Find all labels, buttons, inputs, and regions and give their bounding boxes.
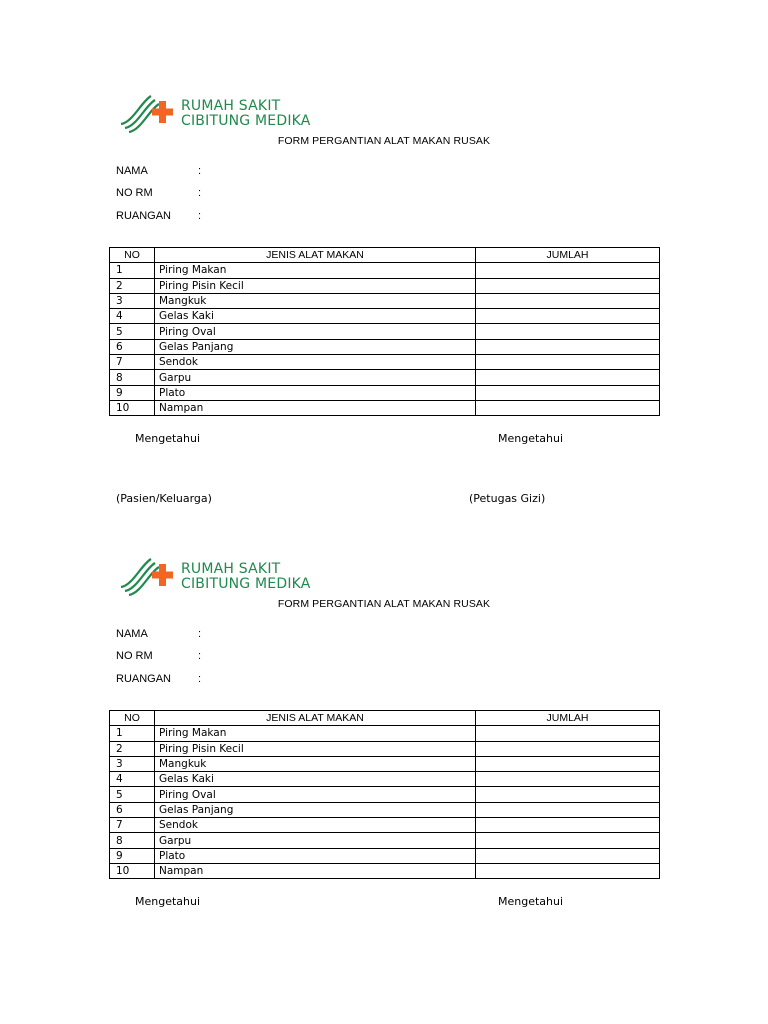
hospital-logo-icon (119, 92, 179, 134)
row-jumlah (476, 833, 660, 848)
table-row (110, 833, 660, 848)
table-row (110, 787, 660, 802)
row-no: 3 (110, 293, 155, 308)
form-pergantian-1 (0, 0, 768, 505)
row-item: Nampan (155, 400, 476, 415)
row-no: 1 (110, 263, 155, 278)
form-pergantian-2 (0, 463, 768, 933)
signature-name-nutrition-officer: (Petugas Gizi) (469, 492, 546, 505)
table-row (110, 818, 660, 833)
row-jumlah (476, 385, 660, 400)
row-item: Mangkuk (155, 293, 476, 308)
table-row (110, 802, 660, 817)
signature-name-patient: (Pasien/Keluarga) (116, 492, 212, 505)
header-no: NO (110, 711, 155, 726)
field-nama-colon: : (198, 628, 202, 640)
row-jumlah (476, 863, 660, 878)
row-no: 2 (110, 278, 155, 293)
row-no: 8 (110, 370, 155, 385)
row-no: 5 (110, 787, 155, 802)
row-no: 5 (110, 324, 155, 339)
table-header-row (110, 711, 660, 726)
row-jumlah (476, 756, 660, 771)
row-jumlah (476, 339, 660, 354)
field-nama-colon: : (198, 165, 202, 177)
table-row (110, 772, 660, 787)
hospital-logo (119, 92, 319, 134)
header-jenis-alat-makan: JENIS ALAT MAKAN (155, 711, 476, 726)
row-item: Gelas Kaki (155, 772, 476, 787)
row-jumlah (476, 309, 660, 324)
form-title: FORM PERGANTIAN ALAT MAKAN RUSAK (277, 598, 491, 610)
table-row (110, 278, 660, 293)
row-jumlah (476, 848, 660, 863)
field-no-rm-label: NO RM (116, 187, 153, 199)
table-row (110, 339, 660, 354)
field-nama-label: NAMA (116, 628, 148, 640)
row-no: 4 (110, 309, 155, 324)
field-ruangan-label: RUANGAN (116, 673, 172, 685)
field-ruangan-colon: : (198, 673, 202, 685)
row-no: 9 (110, 385, 155, 400)
row-item: Nampan (155, 863, 476, 878)
table-header-row (110, 248, 660, 263)
signature-label-right: Mengetahui (498, 432, 564, 445)
row-item: Piring Pisin Kecil (155, 278, 476, 293)
row-item: Sendok (155, 355, 476, 370)
row-jumlah (476, 355, 660, 370)
header-jumlah: JUMLAH (476, 248, 660, 263)
table-row (110, 726, 660, 741)
row-no: 8 (110, 833, 155, 848)
row-item: Sendok (155, 818, 476, 833)
field-ruangan-label: RUANGAN (116, 210, 172, 222)
table-row (110, 293, 660, 308)
logo-line-2: CIBITUNG MEDIKA (181, 113, 311, 129)
row-item: Piring Pisin Kecil (155, 741, 476, 756)
row-no: 6 (110, 339, 155, 354)
logo-line-1: RUMAH SAKIT (181, 98, 281, 114)
row-no: 4 (110, 772, 155, 787)
field-nama-label: NAMA (116, 165, 148, 177)
items-table (109, 247, 660, 416)
row-no: 6 (110, 802, 155, 817)
table-row (110, 324, 660, 339)
table-row (110, 863, 660, 878)
row-item: Plato (155, 848, 476, 863)
row-item: Plato (155, 385, 476, 400)
table-row (110, 756, 660, 771)
row-item: Garpu (155, 370, 476, 385)
row-jumlah (476, 802, 660, 817)
row-item: Piring Makan (155, 726, 476, 741)
row-no: 7 (110, 818, 155, 833)
form-title: FORM PERGANTIAN ALAT MAKAN RUSAK (277, 135, 491, 147)
field-ruangan-colon: : (198, 210, 202, 222)
field-no-rm-colon: : (198, 650, 202, 662)
table-row (110, 309, 660, 324)
row-jumlah (476, 726, 660, 741)
table-row (110, 385, 660, 400)
row-item: Garpu (155, 833, 476, 848)
row-no: 7 (110, 355, 155, 370)
row-item: Gelas Panjang (155, 339, 476, 354)
row-jumlah (476, 818, 660, 833)
table-row (110, 741, 660, 756)
row-item: Piring Oval (155, 787, 476, 802)
row-no: 10 (110, 863, 155, 878)
row-jumlah (476, 741, 660, 756)
table-row (110, 370, 660, 385)
row-no: 2 (110, 741, 155, 756)
row-jumlah (476, 772, 660, 787)
row-jumlah (476, 324, 660, 339)
row-no: 10 (110, 400, 155, 415)
row-jumlah (476, 370, 660, 385)
row-item: Piring Oval (155, 324, 476, 339)
row-item: Gelas Kaki (155, 309, 476, 324)
header-no: NO (110, 248, 155, 263)
row-jumlah (476, 293, 660, 308)
hospital-logo (119, 555, 319, 597)
header-jenis-alat-makan: JENIS ALAT MAKAN (155, 248, 476, 263)
row-jumlah (476, 400, 660, 415)
row-no: 1 (110, 726, 155, 741)
row-jumlah (476, 278, 660, 293)
row-item: Gelas Panjang (155, 802, 476, 817)
signature-label-right: Mengetahui (498, 895, 564, 908)
row-jumlah (476, 787, 660, 802)
table-row (110, 400, 660, 415)
signature-label-left: Mengetahui (135, 432, 201, 445)
row-no: 3 (110, 756, 155, 771)
table-row (110, 848, 660, 863)
logo-line-1: RUMAH SAKIT (181, 561, 281, 577)
header-jumlah: JUMLAH (476, 711, 660, 726)
table-row (110, 263, 660, 278)
field-no-rm-colon: : (198, 187, 202, 199)
row-item: Mangkuk (155, 756, 476, 771)
row-item: Piring Makan (155, 263, 476, 278)
hospital-logo-icon (119, 555, 179, 597)
row-no: 9 (110, 848, 155, 863)
signature-label-left: Mengetahui (135, 895, 201, 908)
row-jumlah (476, 263, 660, 278)
field-no-rm-label: NO RM (116, 650, 153, 662)
items-table (109, 710, 660, 879)
table-row (110, 355, 660, 370)
logo-line-2: CIBITUNG MEDIKA (181, 576, 311, 592)
